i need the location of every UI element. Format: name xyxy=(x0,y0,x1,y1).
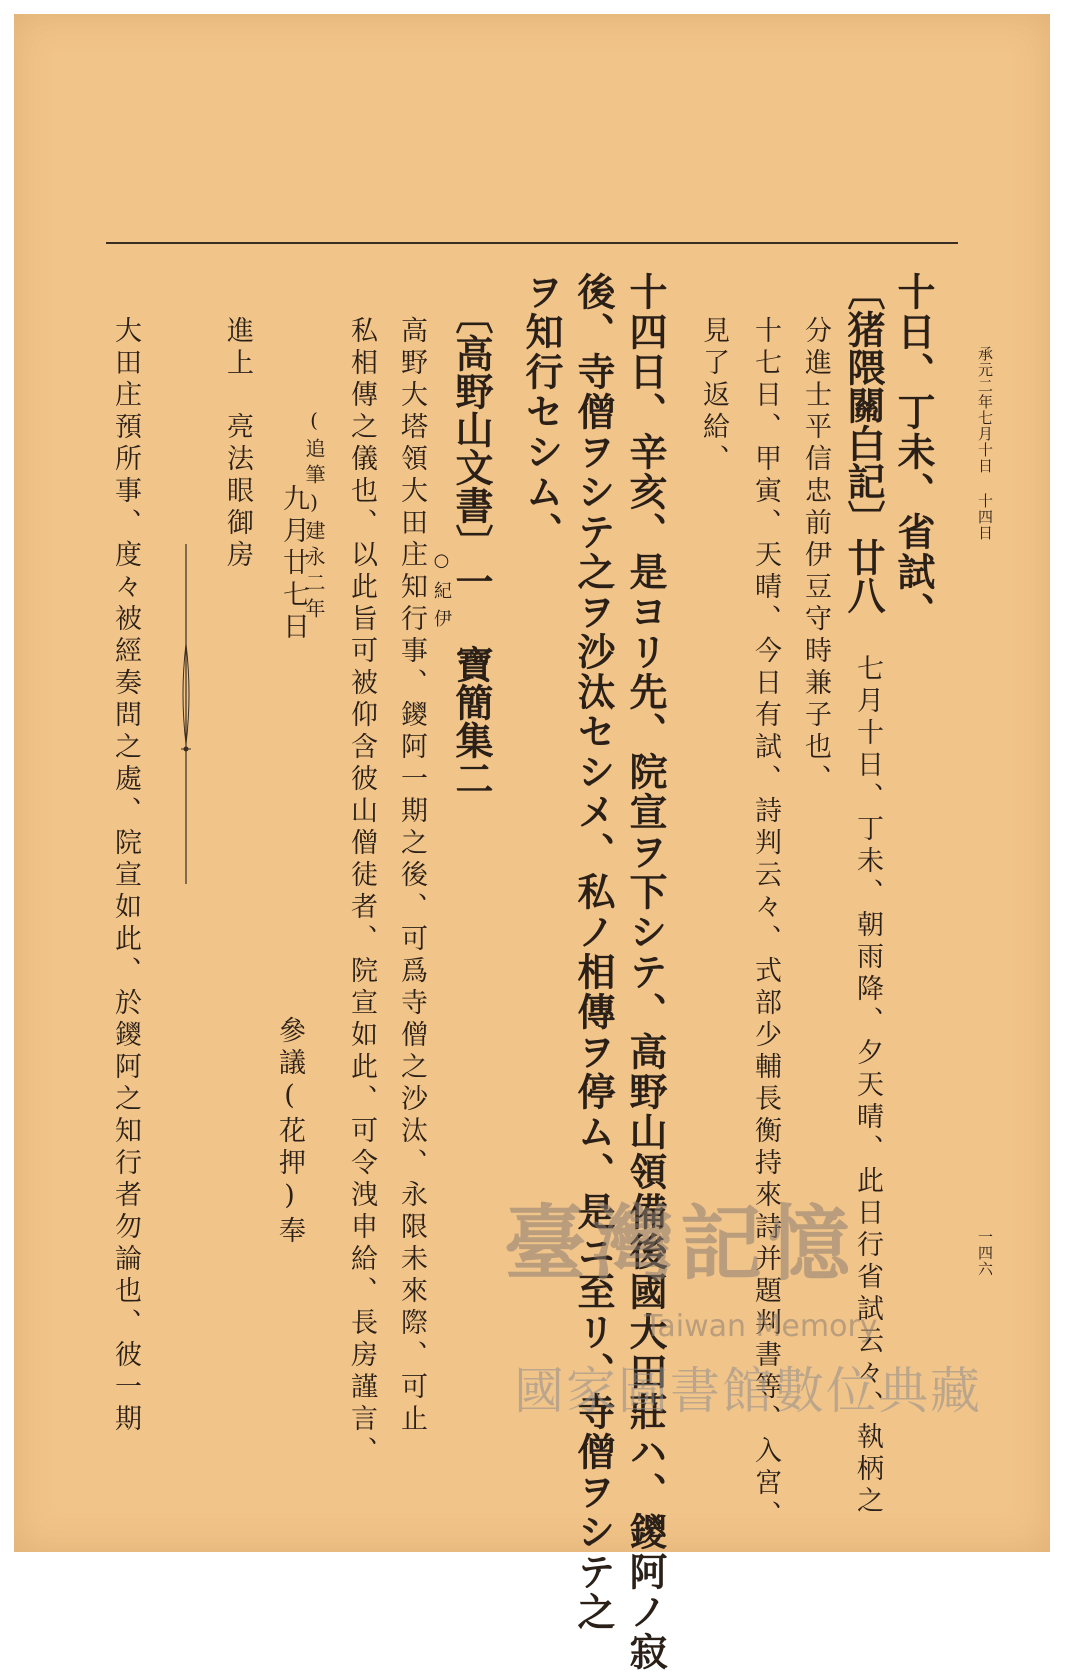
text-column: 高野大塔領大田庄知行事、鑁阿一期之後、可爲寺僧之沙汰、永限未來際、可止 xyxy=(396,316,427,1436)
watermark-title: 臺灣記憶 xyxy=(504,1196,857,1292)
text-column: ヲ知行セシム、 xyxy=(519,272,564,552)
text-column: 大田庄預所事、度々被經奏問之處、院宣如此、於鑁阿之知行者勿論也、彼一期 xyxy=(110,316,141,1436)
text-column: 七月十日、丁未、朝雨降、夕天晴、此日行省試云々、執柄之 xyxy=(852,654,883,1518)
entry-heading: 十四日、辛亥、是ヨリ先、院宣ヲ下シテ、高野山領備後國大田莊ハ、鑁阿ノ寂 xyxy=(623,272,668,1672)
signature-line: 參議(花押)奉 xyxy=(274,1016,305,1248)
running-title: 承元二年七月十日 十四日 xyxy=(976,346,994,541)
text-column: 分進士平信忠前伊豆守時兼子也、 xyxy=(800,316,831,796)
text-column: 十七日、甲寅、天晴、今日有試、詩判云々、式部少輔長衡持來詩并題判書等、入宮、 xyxy=(750,316,781,1532)
date-line: 九月廿七日 xyxy=(278,484,309,644)
source-title: 〔高野山文書〕一 寶簡集二 xyxy=(449,296,494,797)
source-title: 〔猪隈關白記〕廿八 xyxy=(841,272,886,614)
watermark-subtitle: Taiwan Memory xyxy=(644,1309,878,1344)
page-number: 一四六 xyxy=(976,1229,994,1277)
entry-heading: 十日、丁未、省試、 xyxy=(891,272,936,632)
addressee-line: 進上 亮法眼御房 xyxy=(222,316,253,572)
text-column: 私相傳之儀也、以此旨可被仰含彼山僧徒者、院宣如此、可令洩申給、長房謹言、 xyxy=(346,316,377,1468)
source-note: ○紀伊 xyxy=(431,550,452,637)
watermark-library: 國家圖書館數位典藏 xyxy=(514,1362,982,1420)
ornament-divider xyxy=(180,544,192,884)
text-column: 後、寺僧ヲシテ之ヲ沙汰セシメ、私ノ相傳ヲ停ム、是ニ至リ、寺僧ヲシテ之 xyxy=(571,272,616,1632)
header-rule xyxy=(106,242,958,244)
date-note: (追筆)建永二年 xyxy=(302,408,326,624)
document-page xyxy=(14,14,1050,1672)
text-column: 見了返給、 xyxy=(698,316,729,476)
